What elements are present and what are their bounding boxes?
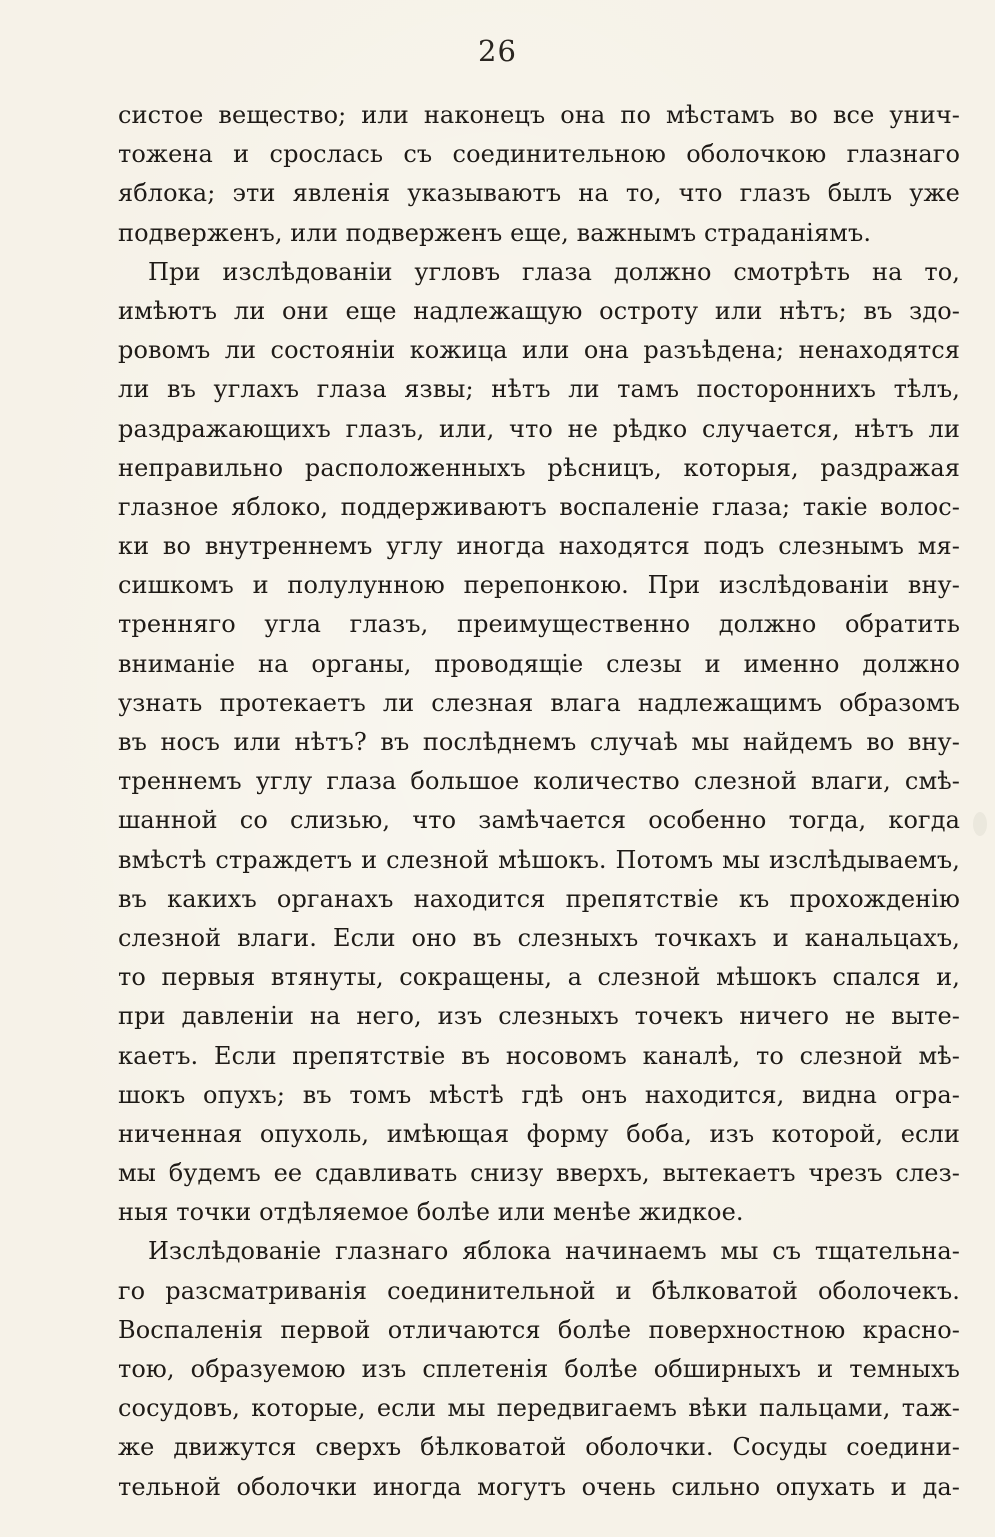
text-line: тожена и срослась съ соединительною оболочкою глазнаго bbox=[118, 140, 960, 169]
text-line: тельной оболочки иногда могутъ очень сильно опухать и да- bbox=[118, 1472, 960, 1501]
text-line: въ какихъ органахъ находится препятствіе къ прохожденію bbox=[118, 884, 960, 913]
text-line: При изслѣдованіи угловъ глаза должно смотрѣть на то, bbox=[148, 257, 960, 286]
text-line: каетъ. Если препятствіе въ носовомъ каналѣ, то слезной мѣ- bbox=[118, 1041, 960, 1070]
text-line: узнать протекаетъ ли слезная влага надлежащимъ образомъ bbox=[118, 688, 960, 717]
text-line: ниченная опухоль, имѣющая форму боба, изъ которой, если bbox=[118, 1119, 960, 1148]
paper-speck bbox=[973, 812, 987, 836]
text-line: сосудовъ, которые, если мы передвигаемъ вѣки пальцами, таж- bbox=[118, 1394, 960, 1423]
text-line: вниманіе на органы, проводящіе слезы и именно должно bbox=[118, 649, 960, 678]
text-line: мы будемъ ее сдавливать снизу вверхъ, вытекаетъ чрезъ слез- bbox=[118, 1159, 960, 1188]
text-line: ныя точки отдѣляемое болѣе или менѣе жидкое. bbox=[118, 1198, 744, 1227]
text-line: имѣютъ ли они еще надлежащую остроту или нѣтъ; въ здо- bbox=[118, 296, 960, 325]
text-line: Воспаленія первой отличаются болѣе поверхностною красно- bbox=[118, 1315, 960, 1344]
text-line: слезной влаги. Если оно въ слезныхъ точкахъ и канальцахъ, bbox=[118, 923, 960, 952]
text-line: раздражающихъ глазъ, или, что не рѣдко случается, нѣтъ ли bbox=[118, 414, 960, 443]
page-number: 26 bbox=[478, 34, 517, 68]
text-line: то первыя втянуты, сокращены, а слезной мѣшокъ спался и, bbox=[118, 963, 960, 992]
text-line: тренняго угла глазъ, преимущественно должно обратить bbox=[118, 610, 960, 639]
text-line: вмѣстѣ страждетъ и слезной мѣшокъ. Потомъ мы изслѣдываемъ, bbox=[118, 845, 960, 874]
text-line: подверженъ, или подверженъ еще, важнымъ страданіямъ. bbox=[118, 218, 872, 247]
text-line: тою, образуемою изъ сплетенія болѣе обширныхъ и темныхъ bbox=[118, 1355, 960, 1383]
text-line: ли въ углахъ глаза язвы; нѣтъ ли тамъ постороннихъ тѣлъ, bbox=[118, 375, 960, 404]
body-text bbox=[118, 96, 960, 1507]
text-line: шокъ опухъ; въ томъ мѣстѣ гдѣ онъ находится, видна огра- bbox=[118, 1080, 960, 1109]
text-line: систое вещество; или наконецъ она по мѣстамъ во все унич- bbox=[118, 101, 960, 129]
text-line: треннемъ углу глаза большое количество слезной влаги, смѣ- bbox=[118, 767, 960, 796]
text-line: сишкомъ и полулунною перепонкою. При изслѣдованіи вну- bbox=[118, 571, 960, 600]
text-line: го разсматриванія соединительной и бѣлковатой оболочекъ. bbox=[118, 1276, 960, 1305]
text-line: при давленіи на него, изъ слезныхъ точекъ ничего не выте- bbox=[118, 1002, 960, 1031]
text-line: же движутся сверхъ бѣлковатой оболочки. Сосуды соедини- bbox=[118, 1433, 960, 1462]
text-line: Изслѣдованіе глазнаго яблока начинаемъ мы съ тщательна- bbox=[148, 1237, 960, 1266]
text-line: неправильно расположенныхъ рѣсницъ, которыя, раздражая bbox=[118, 453, 960, 482]
text-line: шанной со слизью, что замѣчается особенно тогда, когда bbox=[118, 806, 960, 835]
text-line: глазное яблоко, поддерживаютъ воспаленіе глаза; такіе волос- bbox=[118, 492, 960, 521]
text-line: яблока; эти явленія указываютъ на то, что глазъ былъ уже bbox=[118, 179, 960, 208]
text-line: въ носъ или нѣтъ? въ послѣднемъ случаѣ мы найдемъ во вну- bbox=[118, 728, 960, 756]
text-line: ровомъ ли состояніи кожица или она разъѣдена; ненаходятся bbox=[118, 336, 960, 365]
text-line: ки во внутреннемъ углу иногда находятся подъ слезнымъ мя- bbox=[118, 532, 960, 561]
